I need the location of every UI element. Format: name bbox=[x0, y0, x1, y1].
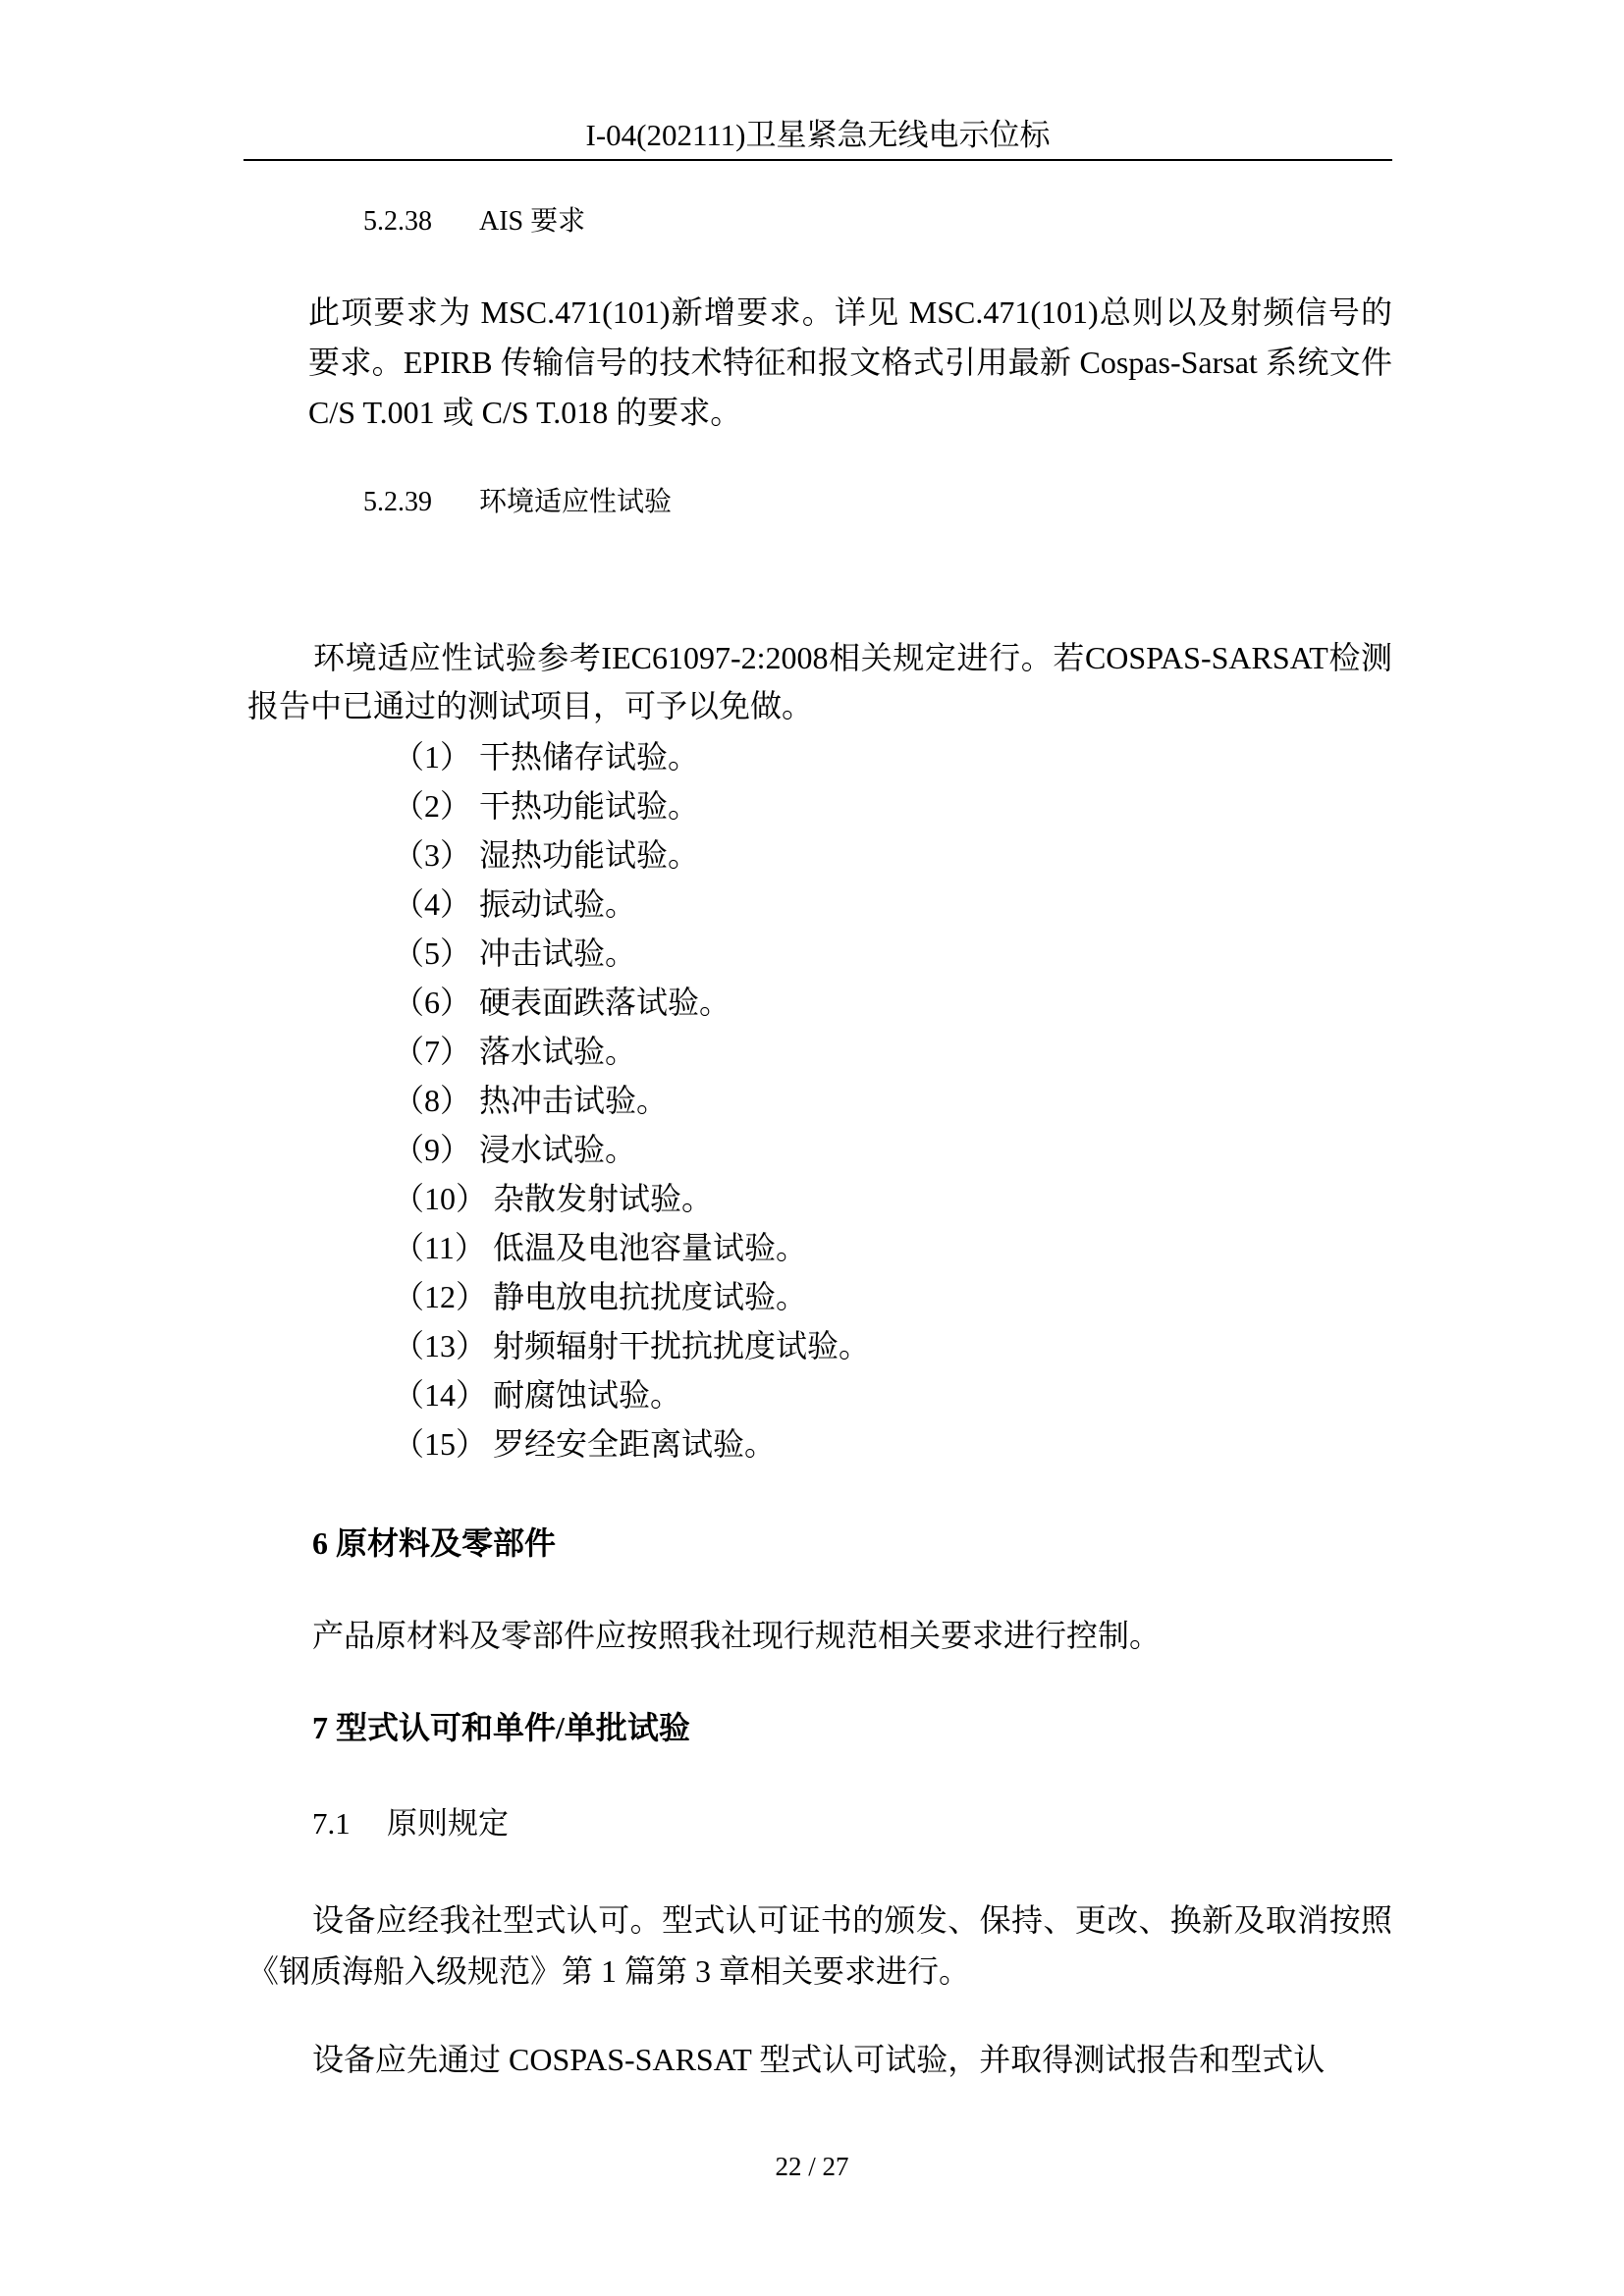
list-index: （1） bbox=[393, 739, 472, 774]
list-item bbox=[393, 978, 870, 1027]
section-6-paragraph: 产品原材料及零部件应按照我社现行规范相关要求进行控制。 bbox=[312, 1618, 1162, 1653]
list-item bbox=[393, 1174, 870, 1223]
list-text: 湿热功能试验。 bbox=[479, 837, 700, 873]
list-text: 罗经安全距离试验。 bbox=[493, 1426, 777, 1462]
list-index: （10） bbox=[393, 1181, 488, 1216]
section-title: AIS 要求 bbox=[479, 206, 586, 237]
list-text: 振动试验。 bbox=[479, 886, 637, 922]
list-text: 干热储存试验。 bbox=[479, 739, 700, 774]
list-index: （7） bbox=[393, 1034, 472, 1069]
list-index: （3） bbox=[393, 837, 472, 873]
list-index: （9） bbox=[393, 1132, 472, 1167]
environment-test-list bbox=[393, 732, 870, 1468]
section-5-2-38-heading bbox=[363, 204, 585, 240]
list-index: （14） bbox=[393, 1377, 488, 1413]
list-text: 落水试验。 bbox=[479, 1034, 637, 1069]
list-item bbox=[393, 1223, 870, 1272]
list-text: 浸水试验。 bbox=[479, 1132, 637, 1167]
list-text: 冲击试验。 bbox=[479, 935, 637, 971]
list-item bbox=[393, 781, 870, 830]
list-item bbox=[393, 1419, 870, 1468]
section-title: 原则规定 bbox=[387, 1806, 509, 1841]
list-item bbox=[393, 1321, 870, 1370]
page-header: I-04(202111)卫星紧急无线电示位标 bbox=[585, 118, 1051, 152]
list-item bbox=[393, 1027, 870, 1076]
list-text: 硬表面跌落试验。 bbox=[479, 985, 731, 1020]
header-divider bbox=[244, 159, 1392, 161]
list-item bbox=[393, 1370, 870, 1419]
list-text: 射频辐射干扰抗扰度试验。 bbox=[493, 1328, 871, 1363]
list-text: 低温及电池容量试验。 bbox=[493, 1230, 808, 1265]
list-text: 热冲击试验。 bbox=[479, 1083, 669, 1118]
section-5-2-39-heading bbox=[363, 485, 672, 520]
list-text: 耐腐蚀试验。 bbox=[493, 1377, 682, 1413]
list-text: 静电放电抗扰度试验。 bbox=[493, 1279, 808, 1314]
section-number: 7.1 bbox=[312, 1806, 351, 1841]
list-index: （15） bbox=[393, 1426, 488, 1462]
list-index: （8） bbox=[393, 1083, 472, 1118]
list-item bbox=[393, 1272, 870, 1321]
section-7-1-paragraph-1: 设备应经我社型式认可。型式认可证书的颁发、保持、更改、换新及取消按照《钢质海船入级规范》第 1 篇第 3 章相关要求进行。 bbox=[247, 1902, 1392, 1989]
section-6-heading: 6 原材料及零部件 bbox=[312, 1525, 557, 1561]
list-index: （2） bbox=[393, 788, 472, 824]
list-index: （5） bbox=[393, 935, 472, 971]
list-index: （6） bbox=[393, 985, 472, 1020]
list-item bbox=[393, 929, 870, 978]
list-text: 干热功能试验。 bbox=[479, 788, 700, 824]
list-item bbox=[393, 880, 870, 929]
list-index: （11） bbox=[393, 1230, 486, 1265]
environment-test-paragraph: 环境适应性试验参考IEC61097-2:2008相关规定进行。若COSPAS-SARSAT检测报告中已通过的测试项目，可予以免做。 bbox=[247, 640, 1392, 723]
ais-requirement-paragraph: 此项要求为 MSC.471(101)新增要求。详见 MSC.471(101)总则以及射频信号的要求。EPIRB 传输信号的技术特征和报文格式引用最新 Cospas-Sarsat 系统文件 C/S T.001 或 C/S T.018 的要求。 bbox=[308, 294, 1392, 430]
section-7-1-heading bbox=[312, 1804, 509, 1843]
list-index: （4） bbox=[393, 886, 472, 922]
section-number: 5.2.38 bbox=[363, 206, 432, 237]
list-item bbox=[393, 830, 870, 880]
list-item bbox=[393, 1076, 870, 1125]
list-index: （13） bbox=[393, 1328, 488, 1363]
list-text: 杂散发射试验。 bbox=[493, 1181, 714, 1216]
section-7-heading: 7 型式认可和单件/单批试验 bbox=[312, 1710, 690, 1745]
list-item bbox=[393, 1125, 870, 1174]
list-index: （12） bbox=[393, 1279, 488, 1314]
page-number: 22 / 27 bbox=[775, 2152, 849, 2181]
section-title: 环境适应性试验 bbox=[479, 487, 673, 517]
section-number: 5.2.39 bbox=[363, 487, 432, 517]
list-item bbox=[393, 732, 870, 781]
section-7-1-paragraph-2: 设备应先通过 COSPAS-SARSAT 型式认可试验，并取得测试报告和型式认 bbox=[312, 2042, 1326, 2077]
